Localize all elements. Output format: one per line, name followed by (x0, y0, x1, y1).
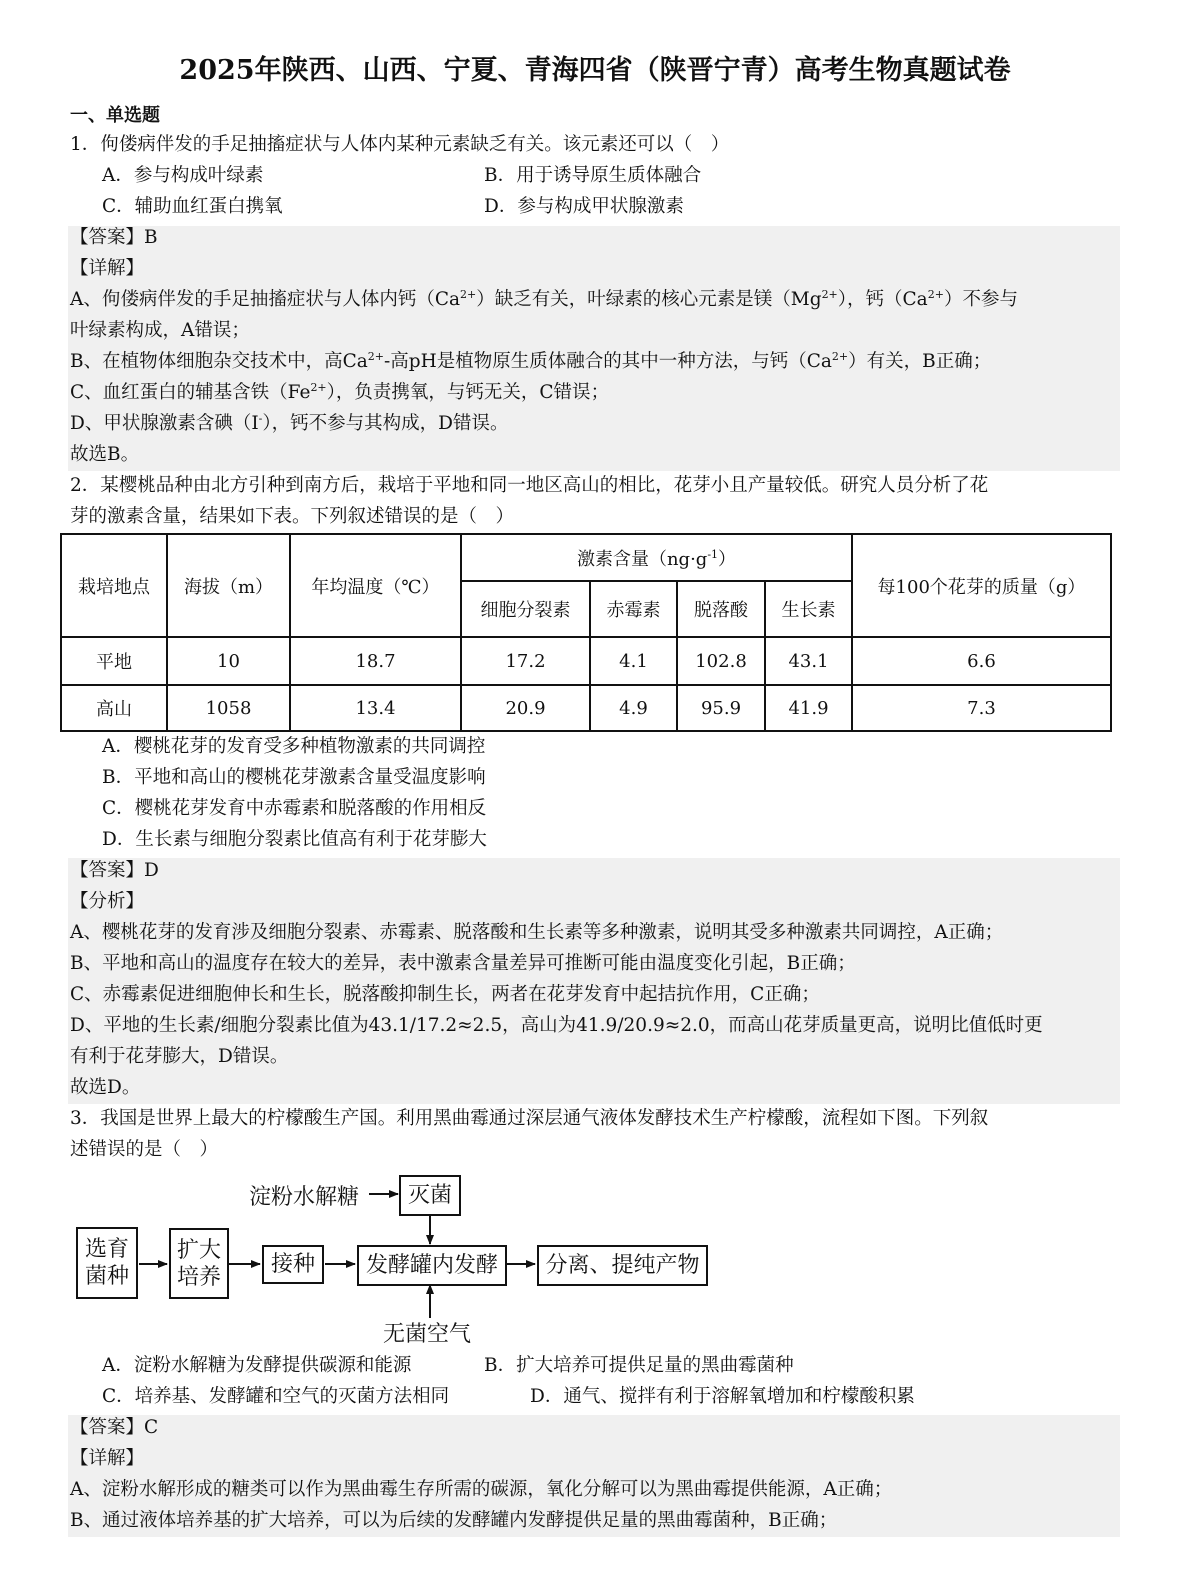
flow-box-select-strain: 选育 菌种 (76, 1227, 138, 1299)
q1-explain-d: D、甲状腺激素含碘（I-），钙不参与其构成，D错误。 (70, 411, 509, 434)
cell: 95.9 (677, 685, 765, 731)
q3-stem-line2: 述错误的是（ ） (70, 1139, 219, 1160)
q2-stem-line2: 芽的激素含量，结果如下表。下列叙述错误的是（ ） (70, 506, 515, 527)
header-mass: 每100个花芽的质量（g） (852, 534, 1111, 637)
q2-conclusion: 故选D。 (70, 1077, 141, 1098)
cell: 1058 (167, 685, 290, 731)
flow-input-starch-sugar: 淀粉水解糖 (249, 1185, 360, 1210)
header-abscisic-acid: 脱落酸 (677, 581, 765, 637)
cell: 18.7 (290, 637, 461, 685)
hormone-table (60, 533, 1112, 732)
citric-acid-flowchart (60, 1170, 740, 1345)
flow-box-sterilize: 灭菌 (399, 1175, 461, 1216)
cell: 10 (167, 637, 290, 685)
q2-explain-c: C、赤霉素促进细胞伸长和生长，脱落酸抑制生长，两者在花芽发育中起拮抗作用，C正确； (70, 984, 820, 1005)
table-row (61, 637, 1111, 685)
q2-explain-b: B、平地和高山的温度存在较大的差异，表中激素含量差异可推断可能由温度变化引起，B正确； (70, 953, 856, 974)
q2-explain-label: 【分析】 (70, 891, 145, 912)
flow-box-expand-culture: 扩大 培养 (169, 1228, 229, 1299)
table-row (61, 685, 1111, 731)
cell: 20.9 (461, 685, 590, 731)
cell: 43.1 (765, 637, 852, 685)
page-title: 2025年陕西、山西、宁夏、青海四省（陕晋宁青）高考生物真题试卷 (179, 55, 1011, 86)
q1-conclusion: 故选B。 (70, 444, 140, 465)
q3-explain-label: 【详解】 (70, 1448, 145, 1469)
flow-box-inoculate: 接种 (262, 1245, 324, 1284)
q2-answer: 【答案】D (70, 860, 159, 881)
q2-explain-d: D、平地的生长素/细胞分裂素比值为43.1/17.2≈2.5，高山为41.9/20.9≈2.0，而高山花芽质量更高，说明比值低时更 (70, 1015, 1043, 1036)
header-temp: 年均温度（℃） (290, 534, 461, 637)
q2-option-b: B．平地和高山的樱桃花芽激素含量受温度影响 (102, 767, 486, 788)
q1-answer: 【答案】B (70, 227, 158, 248)
q3-option-b: B．扩大培养可提供足量的黑曲霉菌种 (484, 1355, 794, 1376)
header-site: 栽培地点 (61, 534, 167, 637)
q3-option-a: A．淀粉水解糖为发酵提供碳源和能源 (102, 1355, 412, 1376)
header-gibberellin: 赤霉素 (590, 581, 677, 637)
header-cytokinin: 细胞分裂素 (461, 581, 590, 637)
flow-input-sterile-air: 无菌空气 (383, 1322, 472, 1347)
q3-explain-a: A、淀粉水解形成的糖类可以作为黑曲霉生存所需的碳源，氧化分解可以为黑曲霉提供能源，A正确； (70, 1479, 893, 1500)
flow-box-ferment: 发酵罐内发酵 (357, 1245, 507, 1286)
q2-explain-a: A、樱桃花芽的发育涉及细胞分裂素、赤霉素、脱落酸和生长素等多种激素，说明其受多种激素共同调控，A正确； (70, 922, 1004, 943)
cell: 17.2 (461, 637, 590, 685)
cell: 4.1 (590, 637, 677, 685)
q1-explain-b: B、在植物体细胞杂交技术中，高$Ca^{2+}-$高pH是植物原生质体融合的其中一种方法，与钙$(Ca^{2+})$有关，B正确； (70, 349, 992, 372)
q1-option-d: D．参与构成甲状腺激素 (484, 196, 684, 217)
header-hormone-group: 激素含量$(ng\cdot g^{-1})$ (461, 534, 852, 581)
q3-explain-b: B、通过液体培养基的扩大培养，可以为后续的发酵罐内发酵提供足量的黑曲霉菌种，B正确； (70, 1510, 838, 1531)
cell: 41.9 (765, 685, 852, 731)
q1-option-b: B．用于诱导原生质体融合 (484, 165, 702, 186)
q1-option-c: C．辅助血红蛋白携氧 (102, 196, 283, 217)
header-altitude: 海拔（m） (167, 534, 290, 637)
cell: 13.4 (290, 685, 461, 731)
cell: 高山 (61, 685, 167, 731)
section-heading: 一、单选题 (70, 105, 160, 126)
q2-explain-d-cont: 有利于花芽膨大，D错误。 (70, 1046, 289, 1067)
q1-option-a: A．参与构成叶绿素 (102, 165, 264, 186)
q1-explain-a-cont: 叶绿素构成，A错误； (70, 320, 250, 341)
q2-option-d: D．生长素与细胞分裂素比值高有利于花芽膨大 (102, 829, 487, 850)
q2-stem-line1: 2．某樱桃品种由北方引种到南方后，栽培于平地和同一地区高山的相比，花芽小且产量较低。研究人员分析了花 (70, 475, 989, 496)
flow-box-separate-purify: 分离、提纯产物 (537, 1245, 708, 1286)
q3-stem-line1: 3．我国是世界上最大的柠檬酸生产国。利用黑曲霉通过深层通气液体发酵技术生产柠檬酸，流程如下图。下列叙 (70, 1108, 989, 1129)
q2-option-c: C．樱桃花芽发育中赤霉素和脱落酸的作用相反 (102, 798, 487, 819)
q3-option-d: D．通气、搅拌有利于溶解氧增加和柠檬酸积累 (530, 1386, 915, 1407)
cell: 平地 (61, 637, 167, 685)
q1-explain-a: A、佝偻病伴发的手足抽搐症状与人体内钙$(Ca^{2+})$缺乏有关，叶绿素的核心元素是镁$(Mg^{2+})$，钙$(Ca^{2+})$不参与 (70, 287, 1018, 310)
cell: 102.8 (677, 637, 765, 685)
cell: 7.3 (852, 685, 1111, 731)
q2-option-a: A．樱桃花芽的发育受多种植物激素的共同调控 (102, 736, 486, 757)
q1-explain-label: 【详解】 (70, 258, 145, 279)
cell: 4.9 (590, 685, 677, 731)
q3-option-c: C．培养基、发酵罐和空气的灭菌方法相同 (102, 1386, 450, 1407)
cell: 6.6 (852, 637, 1111, 685)
q3-answer: 【答案】C (70, 1417, 159, 1438)
header-auxin: 生长素 (765, 581, 852, 637)
q1-explain-c: C、血红蛋白的辅基含铁$(Fe^{2+})$，负责携氧，与钙无关，C错误； (70, 380, 610, 403)
q1-stem: 1．佝偻病伴发的手足抽搐症状与人体内某种元素缺乏有关。该元素还可以（ ） (70, 134, 730, 155)
